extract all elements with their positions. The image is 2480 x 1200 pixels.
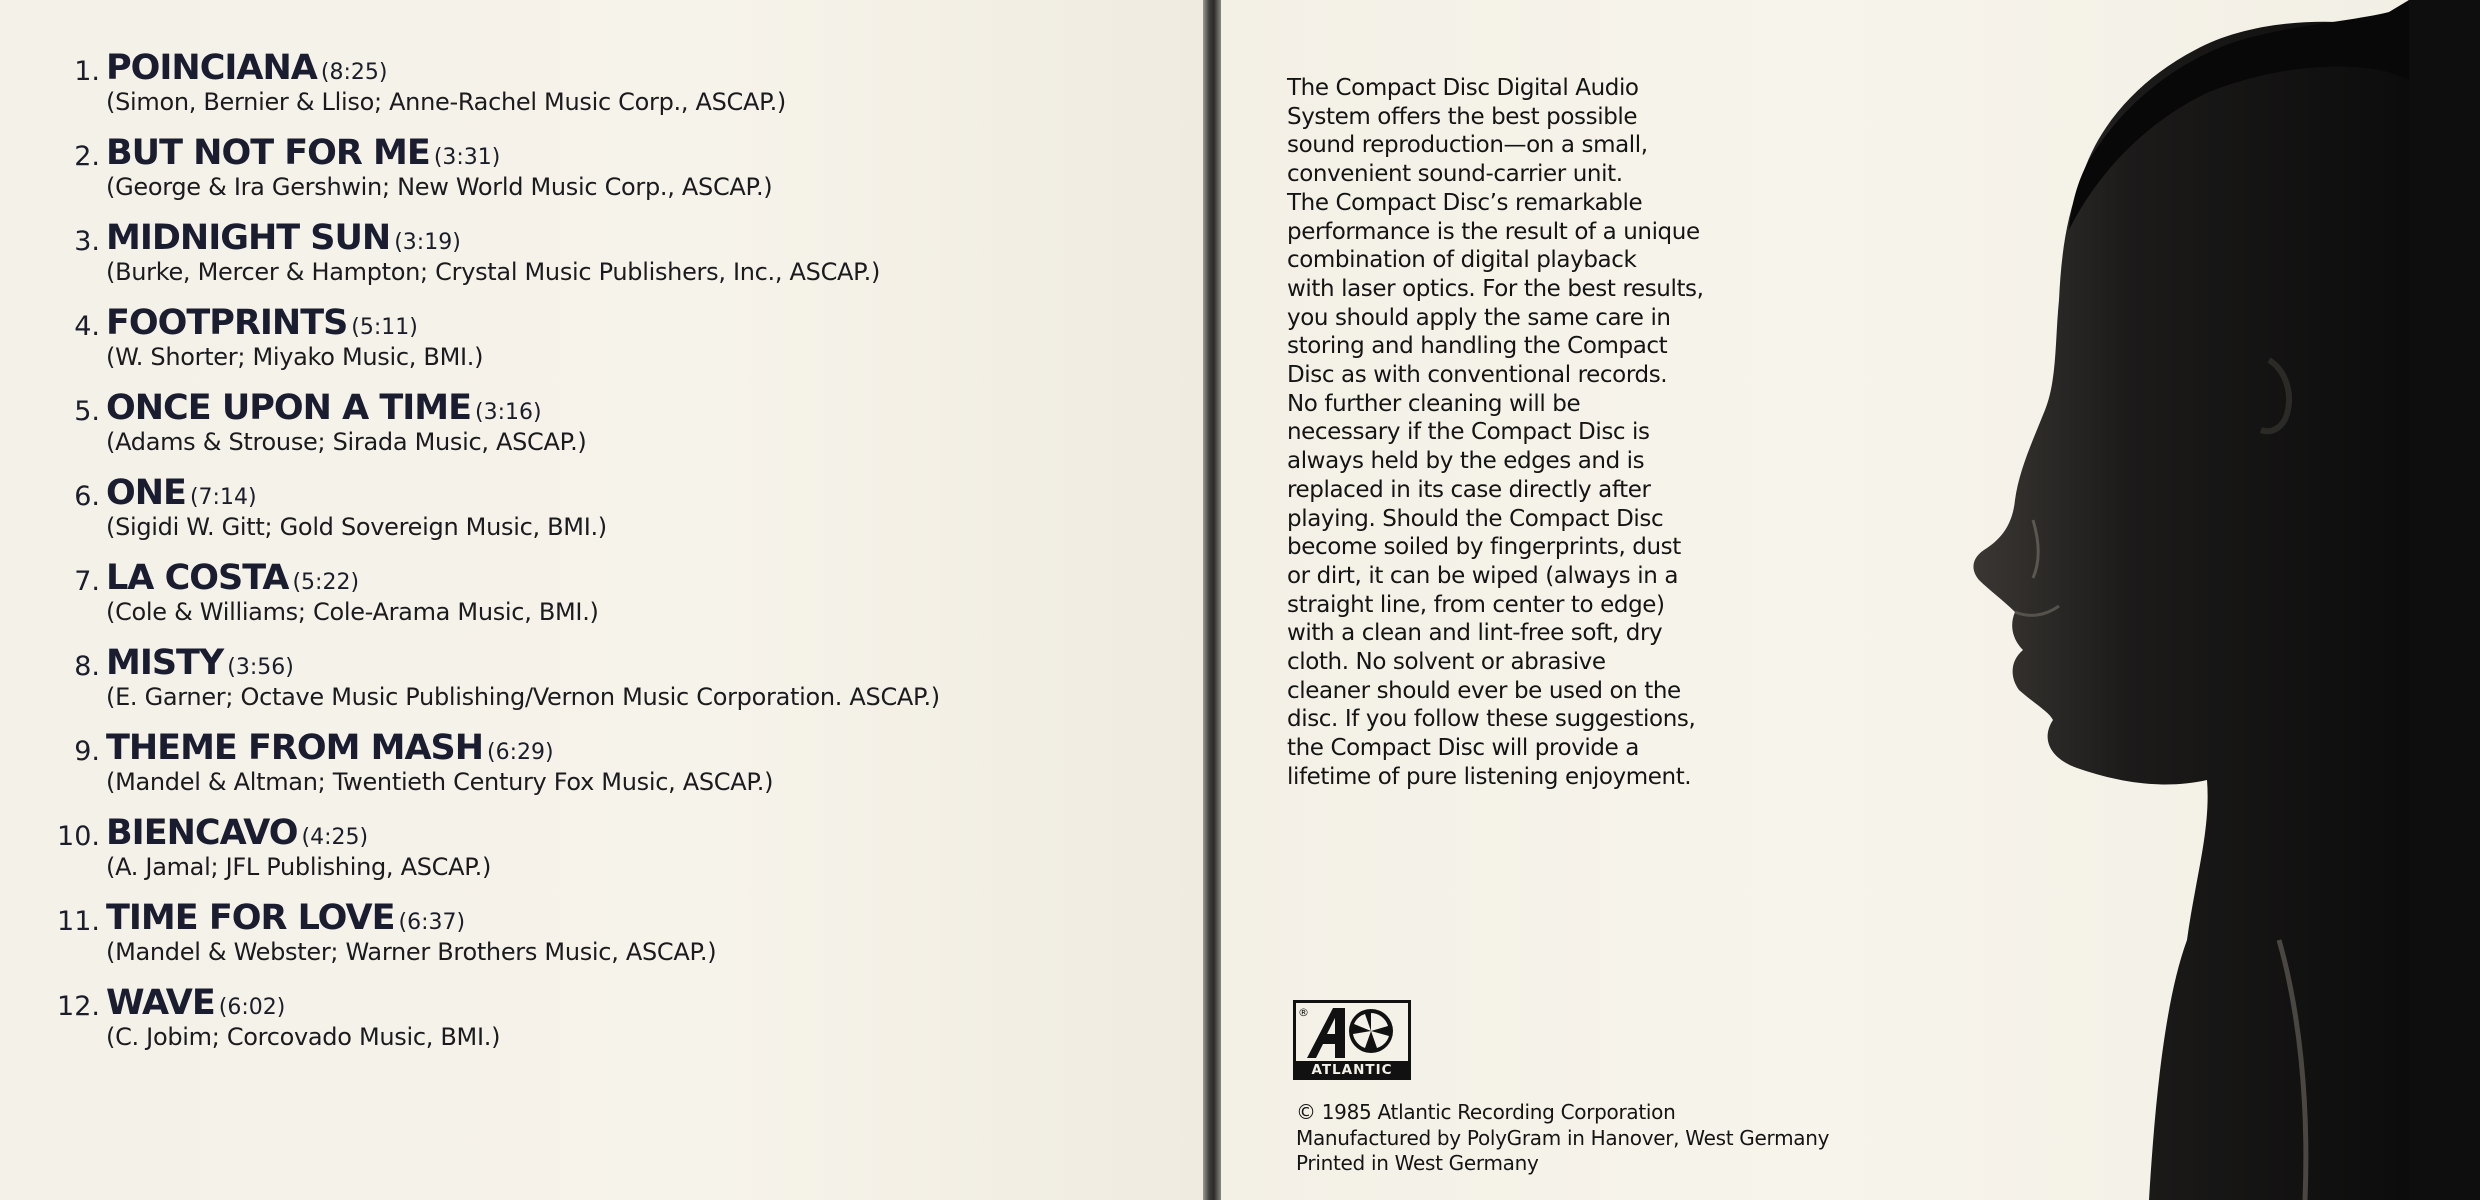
cd-care-line: or dirt, it can be wiped (always in a [1287,562,1679,589]
track-item [52,643,1172,728]
copyright-line: © 1985 Atlantic Recording Corporation [1296,1100,1676,1124]
track-item [52,48,1172,133]
track-credit: (A. Jamal; JFL Publishing, ASCAP.) [106,853,492,881]
track-title-line [106,473,257,513]
track-duration: (4:25) [301,825,369,850]
track-title: WAVE [106,983,215,1023]
track-number: 2. [74,141,100,172]
cd-care-line: with laser optics. For the best results, [1287,275,1704,302]
cd-care-text [1287,74,1707,792]
track-duration: (7:14) [189,485,257,510]
cd-care-line: convenient sound-carrier unit. [1287,161,1623,188]
track-title-line [106,388,542,428]
track-title-line [106,728,554,768]
track-number: 11. [57,906,100,937]
track-title: POINCIANA [106,48,317,88]
copyright-block [1296,1100,1829,1177]
cd-care-line: disc. If you follow these suggestions, [1287,706,1696,733]
cd-care-line: cleaner should ever be used on the [1287,677,1681,704]
track-item [52,813,1172,898]
track-credit: (Adams & Strouse; Sirada Music, ASCAP.) [106,428,587,456]
left-panel [0,0,1203,1200]
track-list [52,48,1172,1068]
track-title: FOOTPRINTS [106,303,348,343]
track-item [52,728,1172,813]
track-number: 9. [74,736,100,767]
track-number: 1. [74,56,100,87]
cd-care-line: lifetime of pure listening enjoyment. [1287,763,1692,790]
track-number: 7. [74,566,100,597]
track-credit: (George & Ira Gershwin; New World Music Corp., ASCAP.) [106,173,773,201]
track-item [52,303,1172,388]
track-duration: (6:29) [487,740,554,765]
right-panel [1221,0,2409,1200]
cd-care-line: System offers the best possible [1287,103,1638,130]
track-credit: (Mandel & Altman; Twentieth Century Fox Music, ASCAP.) [106,768,774,796]
cd-care-line: necessary if the Compact Disc is [1287,419,1650,446]
logo-registered-mark: ® [1298,1006,1309,1019]
track-number: 10. [57,821,100,852]
cd-care-line: performance is the result of a unique [1287,218,1700,245]
track-credit: (W. Shorter; Miyako Music, BMI.) [106,343,484,371]
cd-care-line: The Compact Disc’s remarkable [1287,189,1643,216]
track-title-line [106,558,359,598]
track-title-line [106,983,285,1023]
cd-care-line: cloth. No solvent or abrasive [1287,649,1606,676]
cd-care-line: No further cleaning will be [1287,390,1581,417]
track-credit: (E. Garner; Octave Music Publishing/Vernon Music Corporation. ASCAP.) [106,683,940,711]
cd-care-line: become soiled by fingerprints, dust [1287,534,1681,561]
track-title: THEME FROM MASH [106,728,484,768]
booklet-spine [1203,0,1221,1200]
track-credit: (Simon, Bernier & Lliso; Anne-Rachel Music Corp., ASCAP.) [106,88,786,116]
track-title-line [106,643,294,683]
track-credit: (Sigidi W. Gitt; Gold Sovereign Music, BMI.) [106,513,607,541]
track-title-line [106,303,418,343]
track-duration: (3:31) [433,145,501,170]
cd-care-line: Disc as with conventional records. [1287,362,1668,389]
track-title-line [106,813,368,853]
track-title-line [106,48,387,88]
track-title-line [106,898,465,938]
track-duration: (6:37) [398,910,466,935]
track-credit: (Burke, Mercer & Hampton; Crystal Music Publishers, Inc., ASCAP.) [106,258,881,286]
cd-care-line: playing. Should the Compact Disc [1287,505,1664,532]
track-duration: (8:25) [320,60,388,85]
track-title: BUT NOT FOR ME [106,133,430,173]
track-duration: (6:02) [218,995,286,1020]
track-number: 6. [74,481,100,512]
track-item [52,898,1172,983]
cd-care-line: with a clean and lint-free soft, dry [1287,620,1663,647]
booklet-edge [2409,0,2480,1200]
track-number: 12. [57,991,100,1022]
track-item [52,983,1172,1068]
track-credit: (Cole & Williams; Cole-Arama Music, BMI.) [106,598,599,626]
track-title-line [106,133,500,173]
track-item [52,218,1172,303]
cd-care-line: The Compact Disc Digital Audio [1287,75,1639,101]
track-credit: (Mandel & Webster; Warner Brothers Music, ASCAP.) [106,938,717,966]
cd-care-line: straight line, from center to edge) [1287,591,1665,618]
track-title: MISTY [106,643,224,683]
track-duration: (3:16) [475,400,542,425]
track-item [52,388,1172,473]
track-duration: (3:19) [394,230,461,255]
track-title: TIME FOR LOVE [106,898,395,938]
track-title-line [106,218,461,258]
track-title: MIDNIGHT SUN [106,218,391,258]
logo-wordmark: ATLANTIC [1311,1062,1393,1078]
track-credit: (C. Jobim; Corcovado Music, BMI.) [106,1023,501,1051]
cd-care-line: the Compact Disc will provide a [1287,735,1639,762]
cd-care-line: combination of digital playback [1287,247,1637,274]
track-duration: (5:22) [292,570,360,595]
cd-care-line: sound reproduction—on a small, [1287,132,1648,159]
track-item [52,558,1172,643]
atlantic-logo-icon [1293,1000,1411,1080]
track-title: BIENCAVO [106,813,298,853]
track-number: 4. [74,311,100,342]
track-duration: (3:56) [227,655,294,680]
track-title: ONCE UPON A TIME [106,388,472,428]
track-item [52,133,1172,218]
track-number: 8. [74,651,100,682]
track-title: ONE [106,473,186,513]
track-title: LA COSTA [106,558,289,598]
track-duration: (5:11) [351,315,418,340]
cd-care-line: storing and handling the Compact [1287,333,1668,360]
cd-care-line: replaced in its case directly after [1287,476,1651,503]
cd-care-line: always held by the edges and is [1287,448,1645,475]
artist-profile-photo [1949,0,2409,1200]
track-number: 5. [74,396,100,427]
cd-care-line: you should apply the same care in [1287,304,1671,331]
track-item [52,473,1172,558]
track-number: 3. [74,226,100,257]
copyright-line: Printed in West Germany [1296,1151,1539,1175]
copyright-line: Manufactured by PolyGram in Hanover, West Germany [1296,1125,1830,1150]
